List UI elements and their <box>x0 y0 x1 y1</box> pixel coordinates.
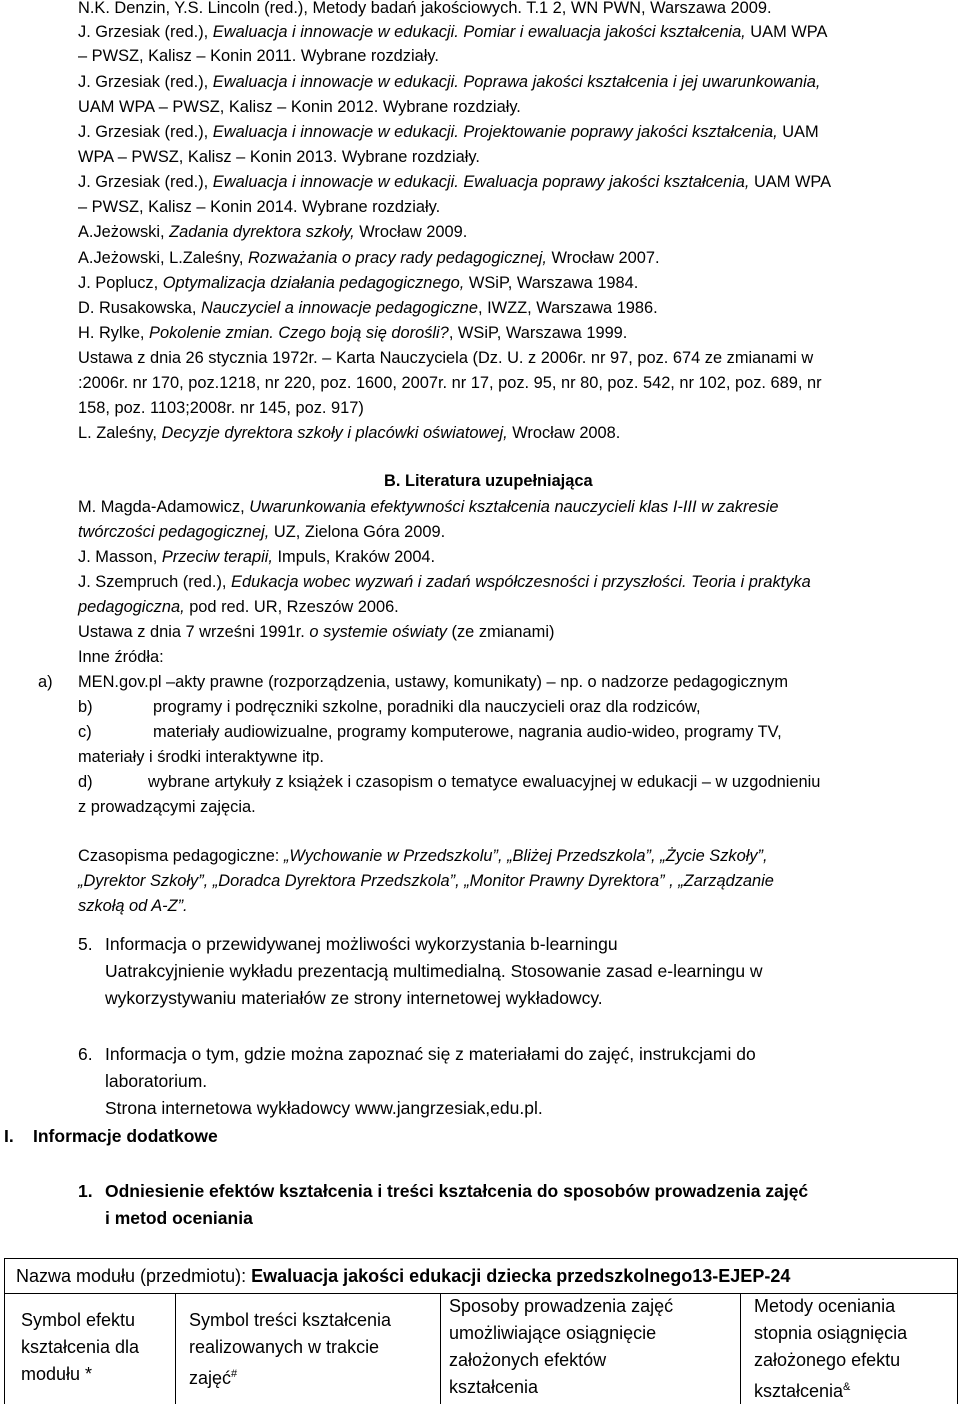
reference-item: twórczości pedagogicznej, UZ, Zielona Góra 2009. <box>78 523 446 541</box>
module-table <box>4 1258 958 1404</box>
column-divider <box>175 1294 176 1404</box>
reference-item: D. Rusakowska, Nauczyciel a innowacje pedagogiczne, IWZZ, Warszawa 1986. <box>78 299 658 317</box>
module-name-value: Ewaluacja jakości edukacji dziecka przedszkolnego13-EJEP-24 <box>251 1266 791 1286</box>
section-number: I. <box>4 1126 14 1146</box>
module-name-row <box>5 1259 957 1294</box>
reference-item: A.Jeżowski, Zadania dyrektora szkoły, Wrocław 2009. <box>78 223 468 241</box>
item-number: 6. <box>78 1044 93 1064</box>
list-marker: b) <box>78 698 93 716</box>
header-assessment-methods: Metody oceniania stopnia osiągnięcia założonego efektu kształcenia& <box>754 1296 908 1401</box>
reference-item: J. Grzesiak (red.), Ewaluacja i innowacje w edukacji. Pomiar i ewaluacja jakości kształcenia, UAM WPA <box>78 23 828 41</box>
reference-item: J. Grzesiak (red.), Ewaluacja i innowacje w edukacji. Projektowanie poprawy jakości kształcenia, UAM <box>78 123 819 141</box>
section-b-title: B. Literatura uzupełniająca <box>384 472 593 490</box>
reference-item: – PWSZ, Kalisz – Konin 2014. Wybrane rozdziały. <box>78 198 441 216</box>
reference-item: pedagogiczna, pod red. UR, Rzeszów 2006. <box>78 598 399 616</box>
list-item-cont: materiały i środki interaktywne itp. <box>78 748 324 766</box>
header-effect-symbol: Symbol efektu kształcenia dla modułu * <box>21 1310 140 1384</box>
item-heading: Informacja o tym, gdzie można zapoznać się z materiałami do zajęć, instrukcjami do <box>105 1044 756 1064</box>
header-content-symbol: Symbol treści kształcenia realizowanych w trakcie zajęć# <box>189 1310 392 1388</box>
reference-item: N.K. Denzin, Y.S. Lincoln (red.), Metody badań jakościowych. T.1 2, WN PWN, Warszawa 2009. <box>78 0 772 17</box>
item-heading: Informacja o przewidywanej możliwości wykorzystania b-learningu <box>105 934 618 954</box>
reference-item: H. Rylke, Pokolenie zmian. Czego boją się dorośli?, WSiP, Warszawa 1999. <box>78 324 628 342</box>
item-number: 1. <box>78 1181 93 1201</box>
item-heading: Odniesienie efektów kształcenia i treści kształcenia do sposobów prowadzenia zajęć <box>105 1181 809 1201</box>
reference-item: L. Zaleśny, Decyzje dyrektora szkoły i placówki oświatowej, Wrocław 2008. <box>78 424 621 442</box>
list-item: programy i podręczniki szkolne, poradniki dla nauczycieli oraz dla rodziców, <box>153 698 701 716</box>
reference-item: Ustawa z dnia 26 stycznia 1972r. – Karta Nauczyciela (Dz. U. z 2006r. nr 97, poz. 674 ze zmianami w <box>78 349 814 367</box>
list-item: MEN.gov.pl –akty prawne (rozporządzenia, ustawy, komunikaty) – np. o nadzorze pedagogicznym <box>78 673 789 691</box>
column-divider <box>740 1294 741 1404</box>
reference-item: WPA – PWSZ, Kalisz – Konin 2013. Wybrane rozdziały. <box>78 148 480 166</box>
reference-item: J. Grzesiak (red.), Ewaluacja i innowacje w edukacji. Ewaluacja poprawy jakości kształcenia, UAM WPA <box>78 173 832 191</box>
list-marker: d) <box>78 773 93 791</box>
reference-item: J. Grzesiak (red.), Ewaluacja i innowacje w edukacji. Poprawa jakości kształcenia i jej uwarunkowania, <box>78 73 821 91</box>
list-item-cont: z prowadzącymi zajęcia. <box>78 798 256 816</box>
module-name-label: Nazwa modułu (przedmiotu): <box>16 1266 252 1286</box>
reference-item: J. Poplucz, Optymalizacja działania pedagogicznego, WSiP, Warszawa 1984. <box>78 274 639 292</box>
list-marker: a) <box>38 673 53 691</box>
reference-item: J. Szempruch (red.), Edukacja wobec wyzwań i zadań współczesności i przyszłości. Teoria i praktyka <box>78 573 811 591</box>
item-number: 5. <box>78 934 93 954</box>
reference-item: UAM WPA – PWSZ, Kalisz – Konin 2012. Wybrane rozdziały. <box>78 98 521 116</box>
section-title: Informacje dodatkowe <box>33 1126 218 1146</box>
reference-item: 158, poz. 1103;2008r. nr 145, poz. 917) <box>78 399 364 417</box>
column-divider <box>440 1294 441 1404</box>
list-item: materiały audiowizualne, programy komputerowe, nagrania audio-wideo, programy TV, <box>153 723 782 741</box>
reference-item: J. Masson, Przeciw terapii, Impuls, Kraków 2004. <box>78 548 436 566</box>
reference-item: A.Jeżowski, L.Zaleśny, Rozważania o pracy rady pedagogicznej, Wrocław 2007. <box>78 249 660 267</box>
other-sources-label: Inne źródła: <box>78 648 164 666</box>
header-teaching-methods: Sposoby prowadzenia zajęć umożliwiające osiągnięcie założonych efektów kształcenia <box>449 1296 674 1397</box>
reference-item: – PWSZ, Kalisz – Konin 2011. Wybrane rozdziały. <box>78 47 439 65</box>
reference-item: M. Magda-Adamowicz, Uwarunkowania efektywności kształcenia nauczycieli klas I-III w zakresie <box>78 498 779 516</box>
reference-item: Ustawa z dnia 7 wrześni 1991r. o systemie oświaty (ze zmianami) <box>78 623 555 641</box>
list-item: wybrane artykuły z książek i czasopism o tematyce ewaluacyjnej w edukacji – w uzgodnieniu <box>148 773 821 791</box>
list-marker: c) <box>78 723 92 741</box>
reference-item: :2006r. nr 170, poz.1218, nr 220, poz. 1600, 2007r. nr 17, poz. 95, nr 80, poz. 542, nr 102, poz. 689, nr <box>78 374 822 392</box>
